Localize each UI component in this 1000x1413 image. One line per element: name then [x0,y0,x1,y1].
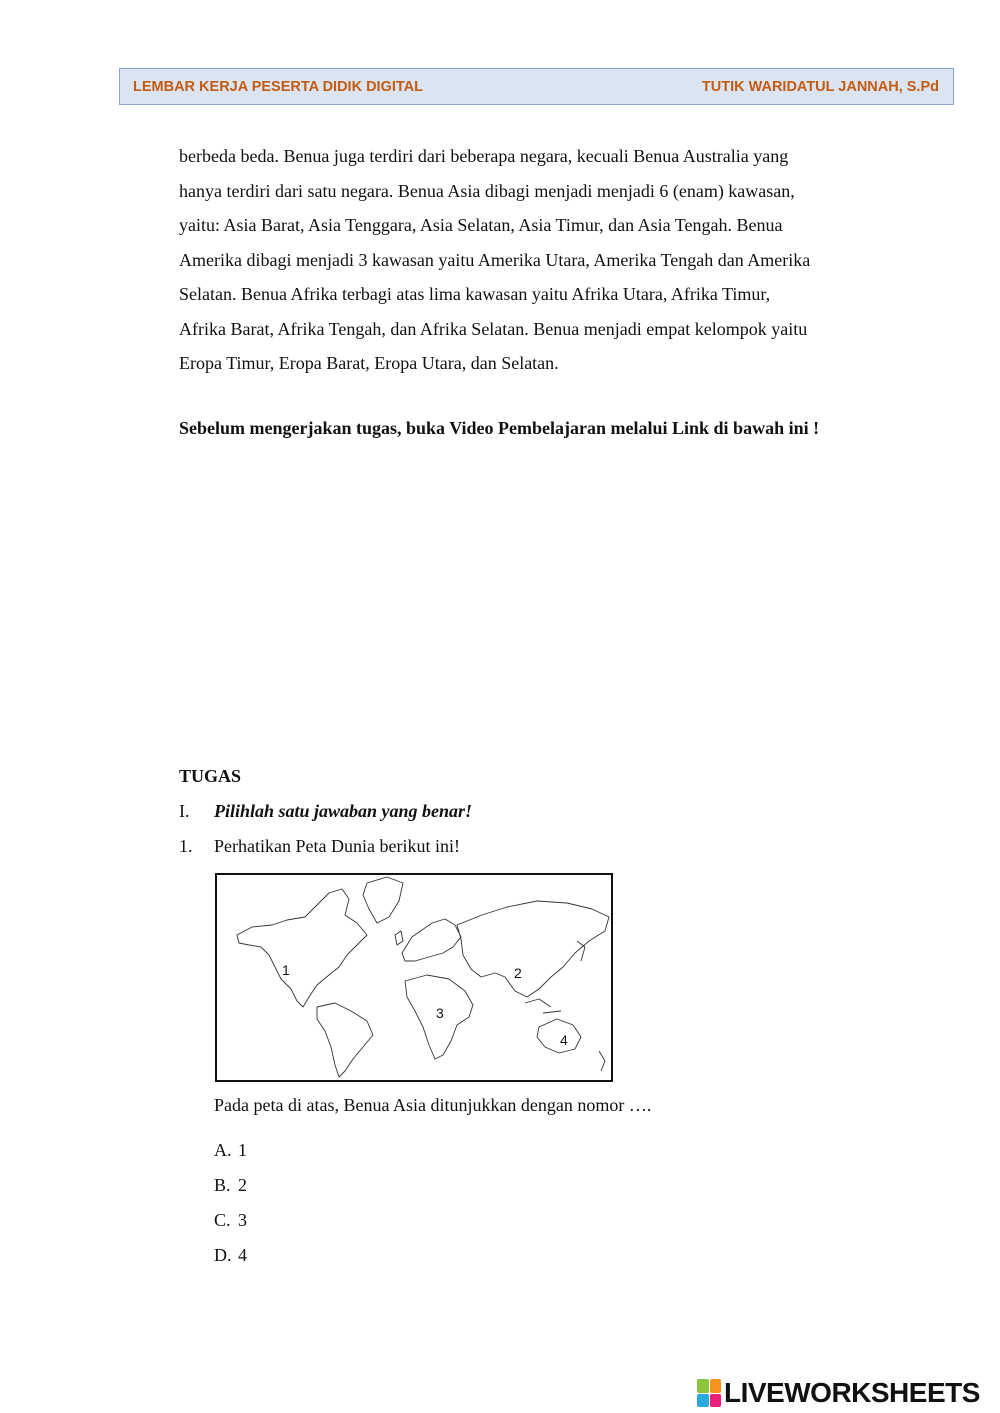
paragraph-line: Afrika Barat, Afrika Tengah, dan Afrika Selatan. Benua menjadi empat kelompok yaitu [179,318,808,339]
world-map [215,873,613,1082]
option-value: 1 [238,1140,247,1160]
section-title: Pilihlah satu jawaban yang benar! [214,801,473,821]
map-label-3: 3 [436,1005,444,1021]
question-prompt: Pada peta di atas, Benua Asia ditunjukkan dengan nomor …. [214,1095,652,1115]
video-instruction: Sebelum mengerjakan tugas, buka Video Pembelajaran melalui Link di bawah ini ! [179,418,820,438]
islands-southeast-asia [525,999,561,1013]
option-letter: D. [214,1245,232,1265]
map-label-1: 1 [282,962,290,978]
map-label-4: 4 [560,1032,568,1048]
continent-australia [537,1019,581,1053]
section-number: I. [179,801,190,821]
liveworksheets-brand [697,1376,980,1410]
option-c[interactable] [214,1210,247,1231]
liveworksheets-logo-icon [697,1379,721,1407]
option-b[interactable] [214,1175,247,1196]
paragraph-line: berbeda beda. Benua juga terdiri dari beberapa negara, kecuali Benua Australia yang [179,146,789,166]
paragraph-line: Amerika dibagi menjadi 3 kawasan yaitu Amerika Utara, Amerika Tengah dan Amerika [179,249,811,270]
task-heading: TUGAS [179,766,242,786]
map-label-2: 2 [514,965,522,981]
paragraph-line: hanya terdiri dari satu negara. Benua Asia dibagi menjadi menjadi 6 (enam) kawasan, [179,180,795,201]
paragraph-line: Eropa Timur, Eropa Barat, Eropa Utara, dan Selatan. [179,353,559,373]
option-letter: A. [214,1140,232,1160]
option-letter: C. [214,1210,231,1230]
island-new-zealand [599,1051,605,1071]
paragraph-line: yaitu: Asia Barat, Asia Tenggara, Asia Selatan, Asia Timur, dan Asia Tengah. Benua [179,215,783,235]
header-author: TUTIK WARIDATUL JANNAH, S.Pd [701,78,939,95]
paragraph-line: Selatan. Benua Afrika terbagi atas lima kawasan yaitu Afrika Utara, Afrika Timur, [179,284,771,304]
continent-asia [457,901,609,997]
continent-europe [402,919,461,961]
brand-name: LIVEWORKSHEETS [724,1377,980,1408]
option-d[interactable] [214,1245,247,1266]
option-value: 3 [238,1210,247,1230]
option-letter: B. [214,1175,231,1195]
island-uk [395,931,403,945]
question-text: Perhatikan Peta Dunia berikut ini! [214,836,460,856]
continent-greenland [363,877,403,923]
intro-paragraph [179,139,919,381]
island-japan [577,941,585,961]
world-map-outline [217,875,611,1080]
continent-north-america [237,889,367,1007]
option-value: 2 [238,1175,247,1195]
option-value: 4 [238,1245,247,1265]
continent-south-america [317,1003,373,1077]
question-number: 1. [179,836,193,856]
worksheet-header [119,68,954,105]
header-title: LEMBAR KERJA PESERTA DIDIK DIGITAL [133,78,424,95]
option-a[interactable] [214,1140,247,1161]
